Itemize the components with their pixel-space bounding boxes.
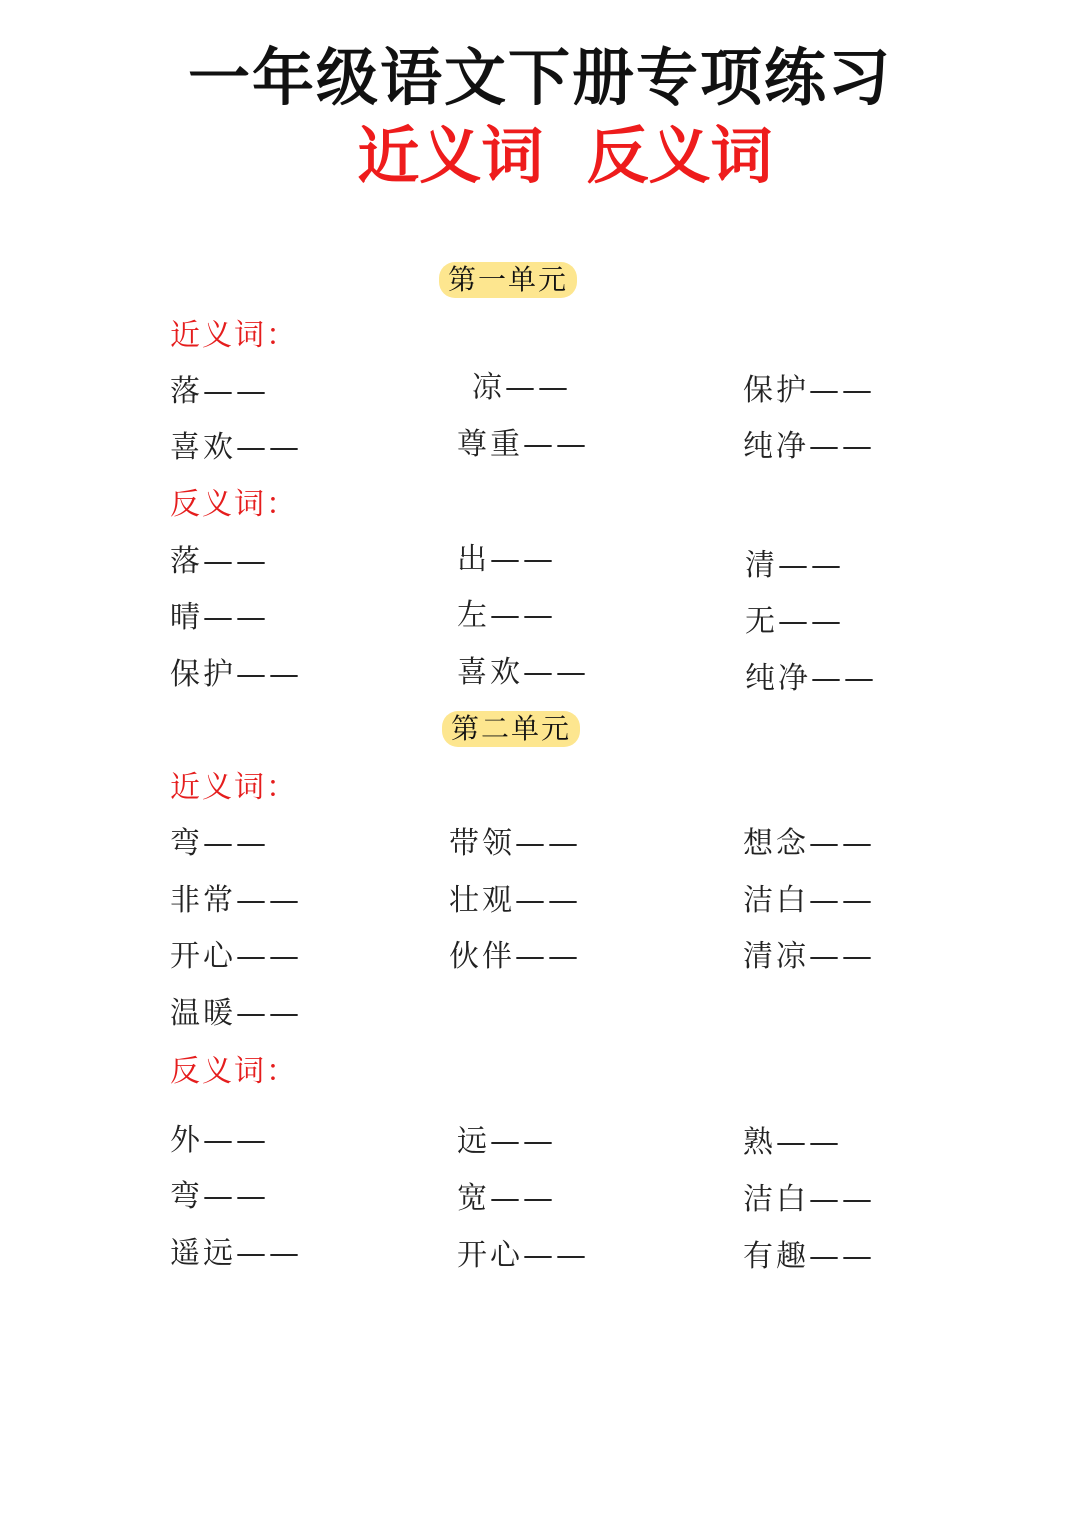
unit-1-heading: 第一单元 <box>439 262 577 298</box>
unit-2-antonym-item: 外—— <box>170 1123 269 1158</box>
unit-1-antonym-item: 左—— <box>457 598 556 633</box>
unit-2-antonym-item: 遥远—— <box>170 1236 302 1271</box>
unit-2-antonym-item: 弯—— <box>170 1179 269 1214</box>
unit-1-synonym-item: 落—— <box>170 374 269 409</box>
unit-1-synonym-item: 纯净—— <box>743 429 875 464</box>
unit-1-antonym-item: 无—— <box>745 604 844 639</box>
unit-2-synonym-item: 清凉—— <box>743 939 875 974</box>
unit-1-synonym-item: 尊重—— <box>457 427 589 462</box>
unit-2-synonym-item: 非常—— <box>170 883 302 918</box>
page-subtitle: 近义词 反义词 <box>357 119 773 192</box>
unit-1-synonym-item: 保护—— <box>743 373 875 408</box>
unit-2-synonym-item: 壮观—— <box>449 883 581 918</box>
unit-1-synonym-item: 喜欢—— <box>170 430 302 465</box>
page-title: 一年级语文下册专项练习 <box>187 41 892 114</box>
unit-1-antonym-item: 保护—— <box>170 657 302 692</box>
unit-2-antonym-item: 洁白—— <box>743 1182 875 1217</box>
unit-2-synonym-item: 洁白—— <box>743 883 875 918</box>
unit-1-antonym-item: 纯净—— <box>745 661 877 696</box>
unit-2-antonym-item: 有趣—— <box>743 1239 875 1274</box>
unit-2-synonym-item: 带领—— <box>449 826 581 861</box>
unit-1-antonym-label: 反义词： <box>170 487 298 522</box>
unit-1-antonym-item: 落—— <box>170 544 269 579</box>
unit-2-antonym-item: 开心—— <box>457 1238 589 1273</box>
unit-2-antonym-label: 反义词： <box>170 1054 298 1089</box>
unit-1-synonym-label: 近义词： <box>170 318 298 353</box>
unit-2-antonym-item: 远—— <box>457 1124 556 1159</box>
unit-1-antonym-item: 晴—— <box>170 600 269 635</box>
unit-2-synonym-item: 想念—— <box>743 826 875 861</box>
unit-2-synonym-item: 伙伴—— <box>449 939 581 974</box>
unit-2-antonym-item: 宽—— <box>457 1181 556 1216</box>
unit-2-synonym-item: 开心—— <box>170 939 302 974</box>
unit-2-synonym-label: 近义词： <box>170 770 298 805</box>
unit-1-antonym-item: 喜欢—— <box>457 655 589 690</box>
unit-2-heading: 第二单元 <box>442 711 580 747</box>
unit-1-antonym-item: 出—— <box>457 542 556 577</box>
unit-1-antonym-item: 清—— <box>745 548 844 583</box>
unit-2-synonym-item: 弯—— <box>170 826 269 861</box>
unit-2-synonym-item: 温暖—— <box>170 996 302 1031</box>
unit-1-synonym-item: 凉—— <box>472 370 571 405</box>
unit-2-antonym-item: 熟—— <box>743 1125 842 1160</box>
